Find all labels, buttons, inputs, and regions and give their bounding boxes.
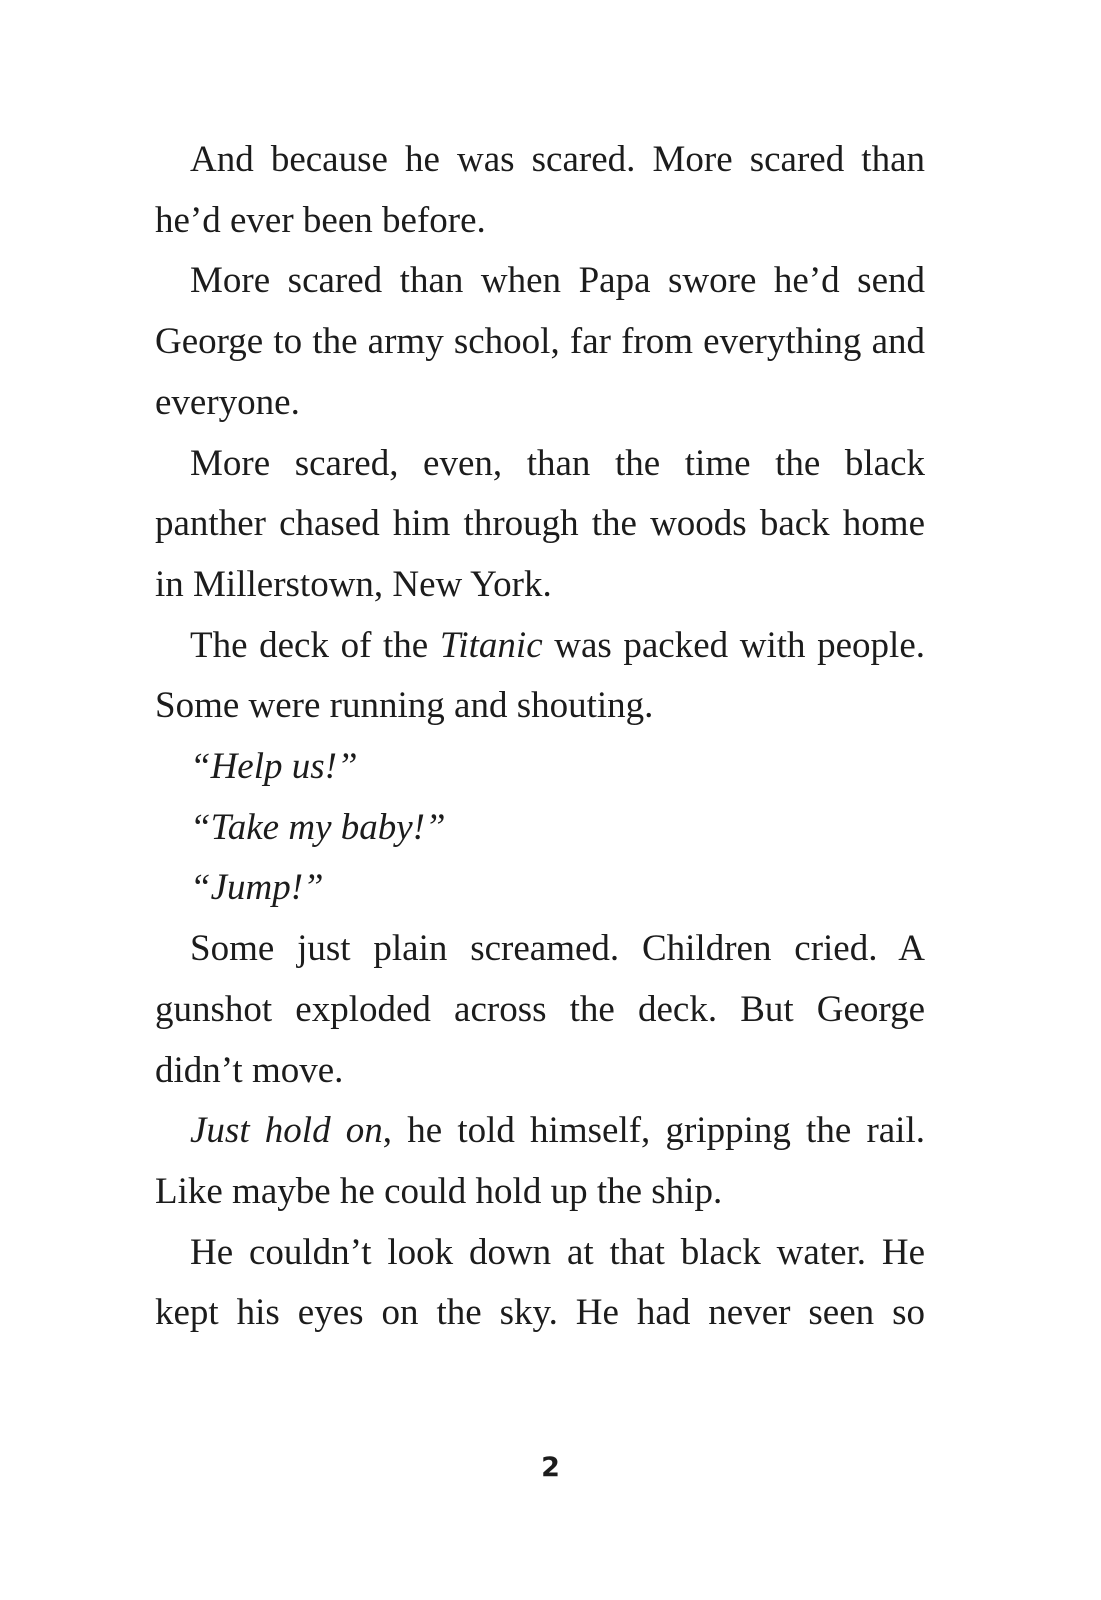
paragraph [155,616,925,737]
italic-text: Titanic [439,624,543,666]
italic-text: Just hold on [190,1110,383,1152]
dialogue-line [155,737,925,798]
text-run: Some just plain screamed. Children cried. A gunshot exploded across the deck. But George didn’t move. [155,928,925,1091]
dialogue-line [155,858,925,919]
italic-text: “Take my baby!” [190,806,446,848]
italic-text: “Jump!” [190,867,324,909]
text-run: More scared than when Papa swore he’d send George to the army school, far from everything and everyone. [155,260,925,423]
text-run: was packed with people. Some were running and shouting. [155,624,925,727]
text-run: The deck of the [190,624,440,666]
text-run: , he told himself, gripping the rail. Like maybe he could hold up the ship. [155,1110,925,1212]
paragraph-continued [155,1223,925,1344]
paragraph [155,130,925,251]
page-body [155,130,925,1344]
paragraph [155,434,925,616]
page-number: 2 [541,1452,560,1483]
dialogue-line [155,798,925,859]
text-run: More scared, even, than the time the black panther chased him through the woods back home in Millerstown, New York. [155,442,925,605]
text-run: And because he was scared. More scared than he’d ever been before. [155,139,925,241]
paragraph [155,1101,925,1222]
text-run: He couldn’t look down at that black water. He kept his eyes on the sky. He had never seen so [155,1231,925,1334]
paragraph [155,919,925,1101]
paragraph [155,251,925,433]
italic-text: “Help us!” [190,746,358,788]
